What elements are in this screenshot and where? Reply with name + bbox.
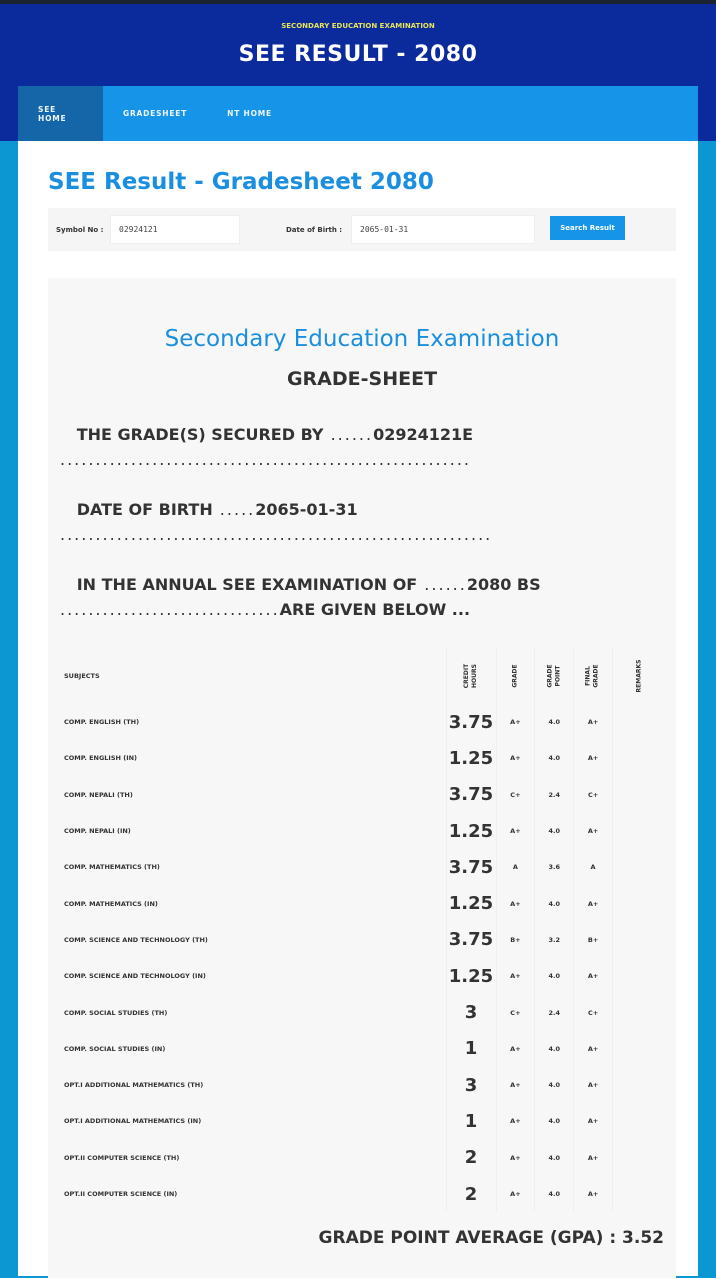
credit-hours-cell: 3.75 — [446, 849, 496, 885]
grade-cell: A — [496, 849, 535, 885]
column-header — [446, 648, 496, 704]
subject-cell: COMP. SCIENCE AND TECHNOLOGY (IN) — [64, 972, 206, 981]
grade-point-cell: 2.4 — [535, 777, 574, 813]
column-header-label: REMARKS — [635, 659, 643, 693]
subject-cell: OPT.I ADDITIONAL MATHEMATICS (IN) — [64, 1117, 202, 1126]
remarks-cell — [612, 1140, 666, 1176]
secured-value: 02924121E — [373, 425, 474, 444]
remarks-cell — [612, 994, 666, 1030]
table-row — [56, 994, 666, 1030]
final-grade-cell: A+ — [574, 704, 613, 740]
subject-cell: OPT.II COMPUTER SCIENCE (TH) — [64, 1153, 180, 1162]
subject-cell: OPT.I ADDITIONAL MATHEMATICS (TH) — [64, 1081, 204, 1090]
credit-hours-cell: 3.75 — [446, 777, 496, 813]
exam-label: IN THE ANNUAL SEE EXAMINATION OF — [76, 575, 418, 594]
grade-cell: A+ — [496, 1176, 535, 1212]
final-grade-cell: A+ — [574, 1031, 613, 1067]
subject-cell: COMP. MATHEMATICS (TH) — [64, 863, 160, 872]
final-grade-cell: A+ — [574, 740, 613, 776]
credit-hours-cell: 3.75 — [446, 922, 496, 958]
subject-cell: COMP. ENGLISH (IN) — [64, 754, 138, 763]
column-header — [574, 648, 613, 704]
grade-cell: A+ — [496, 1103, 535, 1139]
table-row — [56, 885, 666, 921]
column-header-label: GRADE POINT — [546, 664, 562, 688]
remarks-cell — [612, 704, 666, 740]
final-grade-cell: B+ — [574, 922, 613, 958]
credit-hours-cell: 2 — [446, 1140, 496, 1176]
grade-point-cell: 4.0 — [535, 1067, 574, 1103]
table-row — [56, 1031, 666, 1067]
header-title: SEE RESULT - 2080 — [238, 42, 478, 67]
dob-line-label: DATE OF BIRTH — [76, 500, 213, 519]
sheet-title: Secondary Education Examination — [164, 326, 560, 352]
exam-value: 2080 BS — [466, 575, 541, 594]
grades-table — [56, 648, 666, 1212]
remarks-cell — [612, 1067, 666, 1103]
grade-point-cell: 4.0 — [535, 885, 574, 921]
remarks-cell — [612, 1103, 666, 1139]
table-header — [56, 648, 666, 704]
content-panel — [18, 141, 698, 1276]
subject-cell: COMP. NEPALI (TH) — [64, 790, 133, 799]
column-header — [612, 648, 666, 704]
exam-line: IN THE ANNUAL SEE EXAMINATION OF ......2080 BS ...............................ARE GIVEN BELOW ... — [60, 575, 541, 619]
column-header-label: GRADE — [511, 664, 519, 688]
column-header: SUBJECTS — [64, 672, 100, 680]
subject-cell: COMP. ENGLISH (TH) — [64, 718, 140, 727]
remarks-cell — [612, 813, 666, 849]
credit-hours-cell: 3 — [446, 1067, 496, 1103]
credit-hours-cell: 3.75 — [446, 704, 496, 740]
table-row — [56, 704, 666, 740]
subject-cell: COMP. NEPALI (IN) — [64, 827, 131, 836]
final-grade-cell: A+ — [574, 813, 613, 849]
remarks-cell — [612, 885, 666, 921]
dob-line-value: 2065-01-31 — [255, 500, 358, 519]
nav-nt-home[interactable]: NT HOME — [227, 109, 272, 118]
final-grade-cell: A — [574, 849, 613, 885]
table-row — [56, 813, 666, 849]
grade-point-cell: 3.2 — [535, 922, 574, 958]
remarks-cell — [612, 849, 666, 885]
final-grade-cell: C+ — [574, 777, 613, 813]
remarks-cell — [612, 740, 666, 776]
final-grade-cell: C+ — [574, 994, 613, 1030]
grade-point-cell: 4.0 — [535, 740, 574, 776]
table-row — [56, 849, 666, 885]
remarks-cell — [612, 922, 666, 958]
column-header-label: CREDIT HOURS — [463, 663, 478, 689]
grade-point-cell: 4.0 — [535, 1140, 574, 1176]
subject-cell: COMP. SCIENCE AND TECHNOLOGY (TH) — [64, 935, 208, 944]
table-row — [56, 1067, 666, 1103]
credit-hours-cell: 2 — [446, 1176, 496, 1212]
grade-cell: A+ — [496, 704, 535, 740]
nav-gradesheet[interactable]: GRADESHEET — [123, 109, 188, 118]
dob-line: DATE OF BIRTH .....2065-01-31 ............................................................. — [60, 500, 493, 544]
sheet-subtitle: GRADE-SHEET — [286, 368, 438, 390]
grade-cell: A+ — [496, 958, 535, 994]
final-grade-cell: A+ — [574, 1103, 613, 1139]
credit-hours-cell: 3 — [446, 994, 496, 1030]
gradesheet — [48, 278, 676, 1278]
dob-label: Date of Birth : — [286, 226, 343, 234]
grade-point-cell: 4.0 — [535, 1031, 574, 1067]
exam-suffix: ARE GIVEN BELOW ... — [279, 600, 471, 619]
search-form — [48, 208, 676, 251]
grade-cell: A+ — [496, 813, 535, 849]
credit-hours-cell: 1 — [446, 1103, 496, 1139]
grade-point-cell: 2.4 — [535, 994, 574, 1030]
final-grade-cell: A+ — [574, 1067, 613, 1103]
table-row — [56, 1103, 666, 1139]
grade-cell: C+ — [496, 777, 535, 813]
final-grade-cell: A+ — [574, 1140, 613, 1176]
column-header-label: FINAL GRADE — [585, 664, 601, 688]
table-row — [56, 777, 666, 813]
grade-point-cell: 4.0 — [535, 958, 574, 994]
final-grade-cell: A+ — [574, 958, 613, 994]
subject-cell: COMP. SOCIAL STUDIES (TH) — [64, 1008, 168, 1017]
table-row — [56, 1140, 666, 1176]
table-row — [56, 922, 666, 958]
credit-hours-cell: 1 — [446, 1031, 496, 1067]
grade-cell: A+ — [496, 885, 535, 921]
grade-cell: A+ — [496, 740, 535, 776]
gpa: GRADE POINT AVERAGE (GPA) : 3.52 — [318, 1228, 664, 1248]
subject-cell: OPT.II COMPUTER SCIENCE (IN) — [64, 1190, 178, 1198]
main-nav — [18, 86, 698, 141]
subject-cell: COMP. MATHEMATICS (IN) — [64, 899, 158, 908]
remarks-cell — [612, 777, 666, 813]
credit-hours-cell: 1.25 — [446, 813, 496, 849]
symbol-input[interactable]: 02924121 — [110, 215, 240, 244]
final-grade-cell: A+ — [574, 1176, 613, 1212]
secured-by-line: THE GRADE(S) SECURED BY ......02924121E .......................................................... — [60, 425, 474, 469]
nav-see-home[interactable]: SEE HOME — [18, 86, 103, 141]
grade-point-cell: 3.6 — [535, 849, 574, 885]
grade-cell: C+ — [496, 994, 535, 1030]
secured-label: THE GRADE(S) SECURED BY — [76, 425, 324, 444]
remarks-cell — [612, 1176, 666, 1212]
grade-point-cell: 4.0 — [535, 1176, 574, 1212]
grade-cell: A+ — [496, 1140, 535, 1176]
column-header — [496, 648, 535, 704]
credit-hours-cell: 1.25 — [446, 740, 496, 776]
column-header — [535, 648, 574, 704]
grade-point-cell: 4.0 — [535, 813, 574, 849]
page-title: SEE Result - Gradesheet 2080 — [48, 169, 434, 195]
subject-cell: COMP. SOCIAL STUDIES (IN) — [64, 1044, 166, 1053]
table-row — [56, 1176, 666, 1212]
grade-point-cell: 4.0 — [535, 704, 574, 740]
grade-cell: A+ — [496, 1067, 535, 1103]
remarks-cell — [612, 1031, 666, 1067]
credit-hours-cell: 1.25 — [446, 885, 496, 921]
remarks-cell — [612, 958, 666, 994]
grade-point-cell: 4.0 — [535, 1103, 574, 1139]
grade-cell: B+ — [496, 922, 535, 958]
dob-input[interactable]: 2065-01-31 — [351, 215, 535, 244]
symbol-label: Symbol No : — [56, 226, 104, 234]
table-row — [56, 958, 666, 994]
header-kicker: SECONDARY EDUCATION EXAMINATION — [281, 22, 435, 30]
credit-hours-cell: 1.25 — [446, 958, 496, 994]
search-result-button[interactable]: Search Result — [550, 216, 625, 240]
final-grade-cell: A+ — [574, 885, 613, 921]
grade-cell: A+ — [496, 1031, 535, 1067]
table-row — [56, 740, 666, 776]
